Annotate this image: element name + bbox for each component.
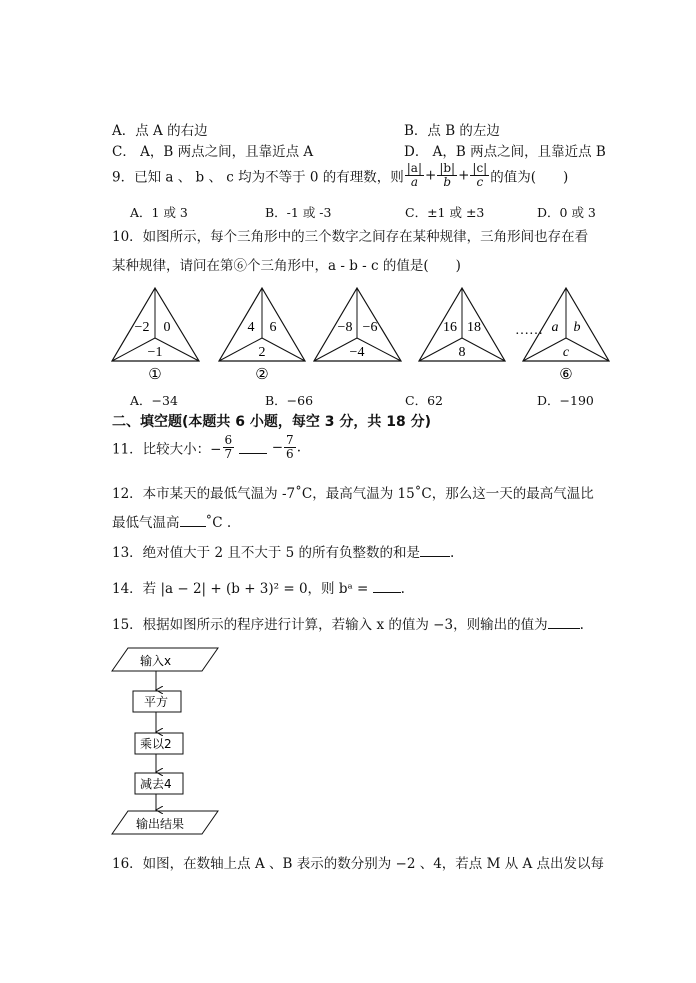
q11-answer-blank[interactable]: [239, 441, 267, 454]
q10-option-d: D．−190: [537, 393, 594, 408]
triangle-1-label: ①: [148, 367, 162, 383]
q8-option-a: A．点 A 的右边: [112, 123, 208, 139]
flow-input-label: 输入x: [140, 654, 172, 668]
q10-option-a: A．−34: [130, 393, 178, 408]
triangle-6-left: a: [551, 320, 559, 335]
q9-fraction-a: $\frac{|a|}{a}$: [406, 161, 423, 189]
q12-line1: 12．本市某天的最低气温为 -7˚C，最高气温为 15˚C，那么这一天的最高气温比: [112, 486, 594, 502]
q9-option-a: A．1 或 3: [130, 205, 188, 220]
triangle-1: [112, 288, 199, 383]
ellipsis: ……: [515, 323, 543, 338]
triangle-1-left: −2: [134, 320, 150, 335]
triangle-3: [314, 288, 401, 361]
flow-step-square-label: 平方: [144, 695, 169, 709]
q14-stem: 14．若 |a − 2| + (b + 3)² = 0，则 bᵃ = .: [112, 581, 405, 597]
q11-fraction-1: $\frac{6}{7}$: [224, 433, 233, 461]
q12-line2: 最低气温高 ˚C .: [112, 515, 232, 531]
q8-option-b: B．点 B 的左边: [404, 123, 500, 139]
triangle-2: [219, 288, 305, 383]
section-heading-fill-in: 二、填空题(本题共 6 小题，每空 3 分，共 18 分): [112, 414, 432, 430]
triangle-6-label: ⑥: [559, 367, 573, 383]
q11-fraction-2: $\frac{7}{6}$: [286, 433, 294, 461]
triangle-1-right: 0: [163, 320, 171, 335]
q9-fraction-b: $\frac{|b|}{b}$: [439, 161, 456, 189]
q9-suffix: 的值为( ): [490, 169, 569, 186]
triangle-2-bottom: 2: [258, 345, 266, 360]
q8-option-d: D． A，B 两点之间，且靠近点 B: [404, 144, 606, 160]
q11-stem: 11．比较大小：− $\frac{6}{7}$ − $\frac{7}{6}$ .: [112, 433, 301, 461]
q15-flowchart: [100, 640, 240, 845]
triangle-4: [419, 288, 505, 361]
flow-step-multiply-label: 乘以2: [140, 737, 172, 751]
q9-option-c: C．±1 或 ±3: [405, 205, 485, 220]
triangle-3-right: −6: [362, 320, 378, 335]
q10-option-c: C．62: [405, 393, 443, 408]
triangle-2-right: 6: [269, 320, 277, 335]
q10-option-b: B．−66: [265, 393, 314, 408]
q16-stem: 16．如图，在数轴上点 A 、B 表示的数分别为 −2 、4，若点 M 从 A 点出发以每: [112, 856, 605, 872]
q9-option-b: B．-1 或 -3: [265, 205, 332, 220]
triangle-2-left: 4: [247, 320, 255, 335]
q10-line1: 10．如图所示，每个三角形中的三个数字之间存在某种规律，三角形间也存在看: [112, 229, 589, 245]
q15-stem: 15．根据如图所示的程序进行计算，若输入 x 的值为 −3，则输出的值为 .: [112, 617, 584, 633]
q13-stem: 13．绝对值大于 2 且不大于 5 的所有负整数的和是 .: [112, 545, 455, 561]
triangle-4-right: 18: [467, 320, 481, 335]
triangle-3-bottom: −4: [349, 345, 365, 360]
flow-output-label: 输出结果: [136, 817, 185, 831]
q14-answer-blank[interactable]: [373, 580, 401, 593]
q9-stem: 9．已知 a 、 b 、 c 均为不等于 0 的有理数，则 $\frac{|a|}{a}$ + $\frac{|b|}{b}$ + $\frac{|c|}{c}$ 的值为( ): [112, 161, 569, 189]
q13-answer-blank[interactable]: [420, 544, 450, 557]
q15-answer-blank[interactable]: [548, 616, 580, 629]
q9-prefix: 9．已知 a 、 b 、 c 均为不等于 0 的有理数，则: [112, 169, 404, 186]
triangle-4-left: 16: [443, 320, 457, 335]
q10-triangles-figure: [0, 280, 696, 385]
q10-line2: 某种规律，请问在第⑥个三角形中，a - b - c 的值是( ): [112, 258, 461, 274]
triangle-4-bottom: 8: [458, 345, 466, 360]
triangle-1-bottom: −1: [147, 345, 163, 360]
triangle-3-left: −8: [337, 320, 353, 335]
q8-option-c: C． A，B 两点之间，且靠近点 A: [112, 144, 314, 160]
q9-fraction-c: $\frac{|c|}{c}$: [472, 161, 488, 189]
q9-option-d: D．0 或 3: [537, 205, 596, 220]
triangle-6-bottom: c: [562, 345, 570, 360]
q12-answer-blank[interactable]: [180, 514, 206, 527]
triangle-6-right: b: [573, 320, 581, 335]
flow-step-subtract-label: 减去4: [140, 777, 172, 791]
triangle-2-label: ②: [255, 367, 269, 383]
